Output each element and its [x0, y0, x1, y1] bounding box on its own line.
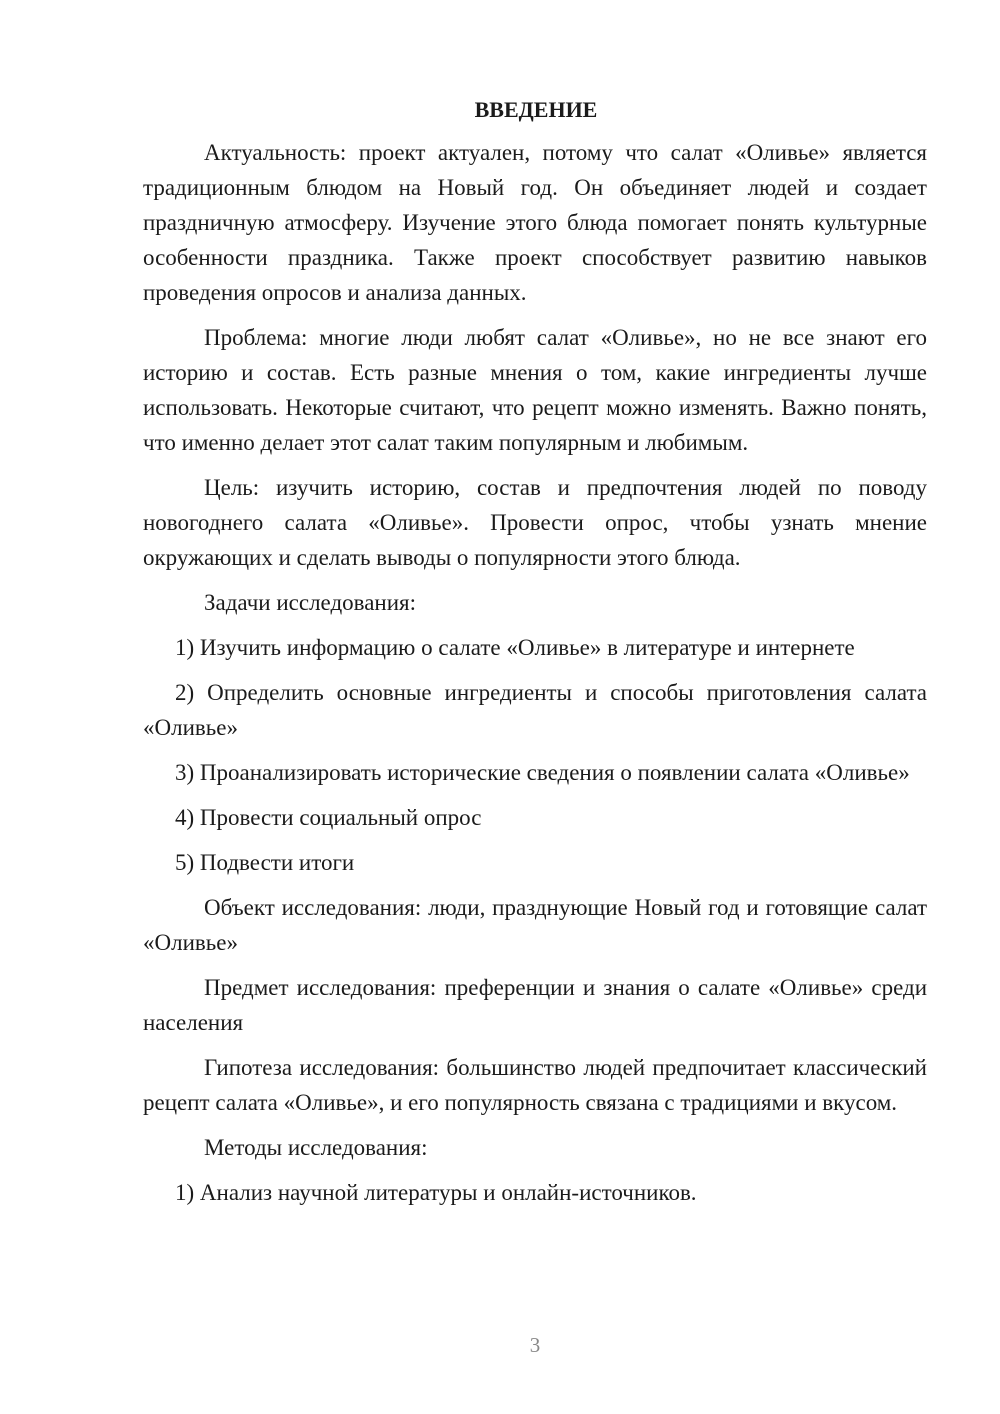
paragraph-subject: Предмет исследования: преференции и знания о салате «Оливье» среди населения	[143, 975, 927, 1035]
paragraph-problem: Проблема: многие люди любят салат «Оливье», но не все знают его историю и состав. Есть разные мнения о том, какие ингредиенты лучше использовать. Некоторые считают, что рецепт можно изменять. Важно понять, что именно делает этот салат таким популярным и любимым.	[143, 325, 927, 455]
task-item-4: 4) Провести социальный опрос	[175, 805, 482, 830]
paragraph-hypothesis: Гипотеза исследования: большинство людей предпочитает классический рецепт салата «Оливье», и его популярность связана с традициями и вкусом.	[143, 1055, 927, 1115]
task-item-3: 3) Проанализировать исторические сведения о появлении салата «Оливье»	[175, 760, 910, 785]
page-content	[143, 92, 927, 1220]
tasks-heading: Задачи исследования:	[204, 590, 417, 615]
page-number: 3	[529, 1333, 541, 1357]
paragraph-goal: Цель: изучить историю, состав и предпочтения людей по поводу новогоднего салата «Оливье». Провести опрос, чтобы узнать мнение окружающих и сделать выводы о популярности этого блюда.	[143, 475, 927, 570]
section-title: ВВЕДЕНИЕ	[474, 97, 598, 122]
task-item-5: 5) Подвести итоги	[175, 850, 355, 875]
method-item-1: 1) Анализ научной литературы и онлайн-источников.	[175, 1180, 697, 1205]
task-item-1: 1) Изучить информацию о салате «Оливье» в литературе и интернете	[175, 635, 855, 660]
paragraph-object: Объект исследования: люди, празднующие Новый год и готовящие салат «Оливье»	[143, 895, 927, 955]
task-item-2: 2) Определить основные ингредиенты и способы приготовления салата «Оливье»	[143, 680, 927, 740]
methods-heading: Методы исследования:	[204, 1135, 428, 1160]
paragraph-relevance: Актуальность: проект актуален, потому что салат «Оливье» является традиционным блюдом на Новый год. Он объединяет людей и создает праздничную атмосферу. Изучение этого блюда помогает понять культурные особенности праздника. Также проект способствует развитию навыков проведения опросов и анализа данных.	[143, 140, 927, 305]
